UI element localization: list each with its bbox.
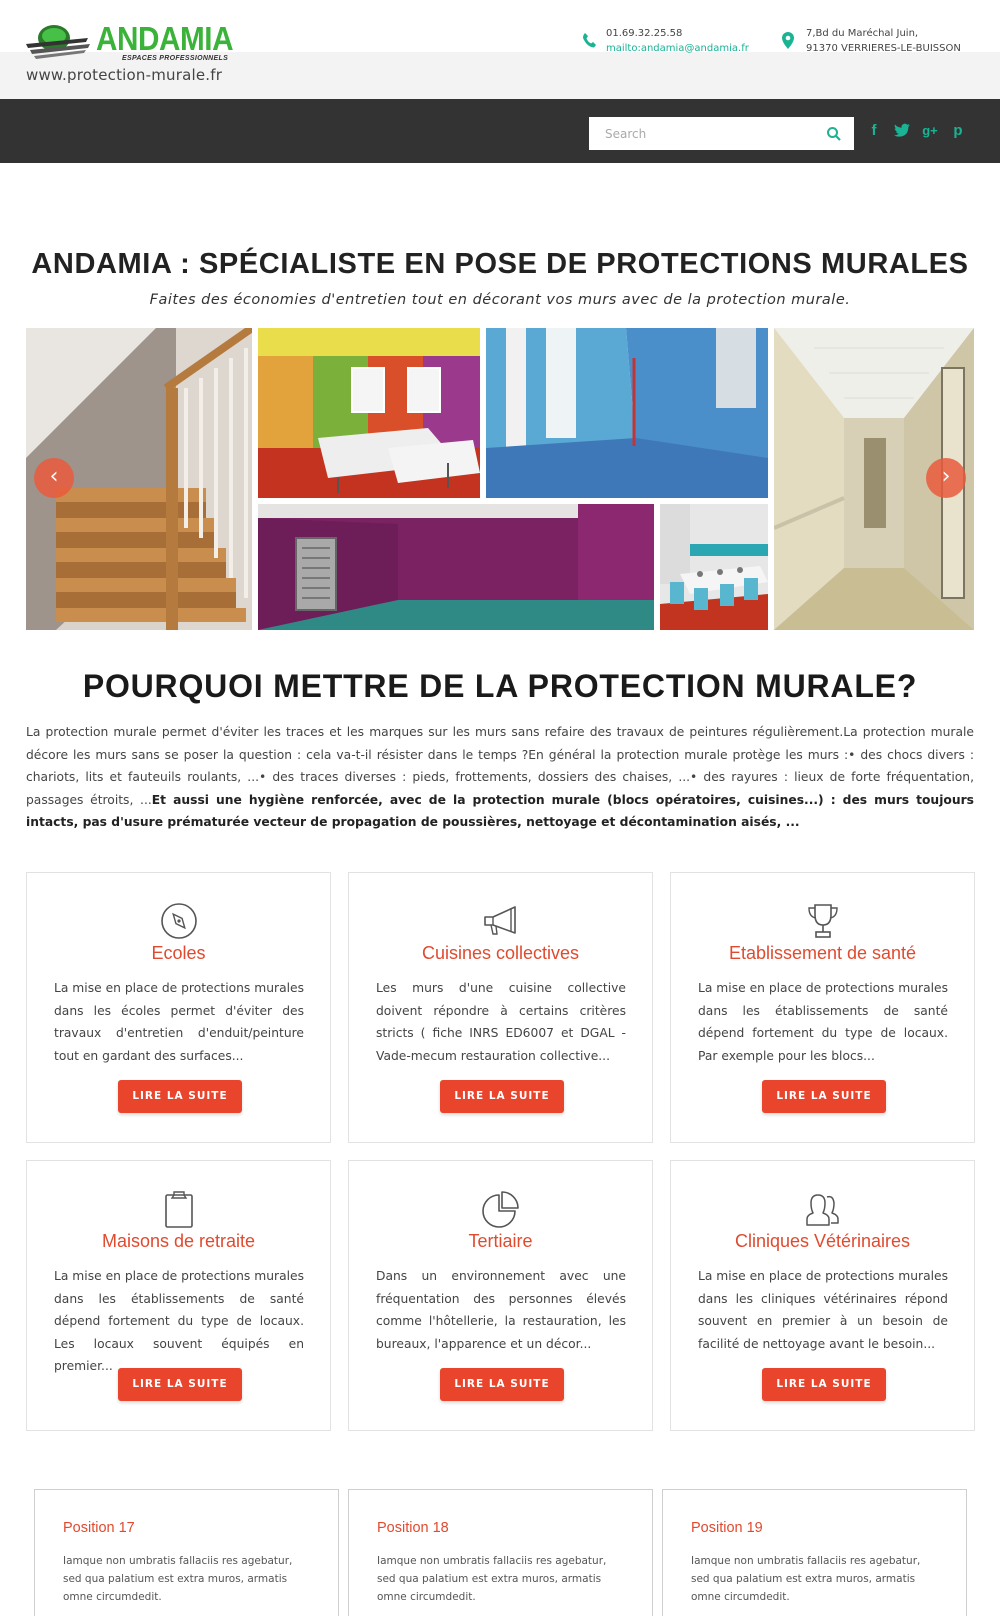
- card-title: Cuisines collectives: [421, 943, 580, 963]
- slide-photo-cafeteria: [660, 504, 768, 630]
- read-more-button[interactable]: LIRE LA SUITE: [440, 1080, 564, 1113]
- image-slider: [26, 328, 974, 630]
- why-text-bold: Et aussi une hygiène renforcée, avec de la protection murale (blocs opératoires, cuisines...) : des murs toujours intacts, pas d'usure prématurée vecteur de propagation de poussières, nettoyage et décontamination aisés, ...: [26, 792, 974, 830]
- google-plus-icon[interactable]: g+: [922, 123, 938, 138]
- pie-chart-icon: [481, 1189, 521, 1229]
- card-title: Maisons de retraite: [101, 1231, 256, 1251]
- why-paragraph: [26, 721, 974, 834]
- slider-next-arrow[interactable]: ›: [926, 458, 966, 498]
- position-module-17: [34, 1489, 339, 1616]
- site-url: www.protection-murale.fr: [26, 66, 223, 84]
- read-more-button[interactable]: LIRE LA SUITE: [118, 1080, 242, 1113]
- address-line-1: 7,Bd du Maréchal Juin,: [806, 28, 919, 39]
- card-text: La mise en place de protections murales dans les cliniques vétérinaires répond souvent en premier à un besoin de facilité de nettoyage avant le besoin...: [698, 1269, 948, 1351]
- card-text: La mise en place de protections murales dans les établissements de santé dépend fortement du type de locaux. Par exemple pour les blocs...: [698, 981, 948, 1063]
- users-icon: [803, 1189, 843, 1229]
- card-tertiaire: [348, 1160, 653, 1431]
- card-etablissement-sante: [670, 872, 975, 1143]
- position-text: Iamque non umbratis fallaciis res agebatur, sed qua palatium est extra muros, armatis omne circumdedit.: [63, 1555, 293, 1603]
- twitter-icon[interactable]: [894, 123, 910, 139]
- card-maisons-retraite: [26, 1160, 331, 1431]
- position-text: Iamque non umbratis fallaciis res agebatur, sed qua palatium est extra muros, armatis omne circumdedit.: [691, 1555, 921, 1603]
- card-ecoles: [26, 872, 331, 1143]
- hero-subtitle: Faites des économies d'entretien tout en décorant vos murs avec de la protection murale.: [149, 292, 851, 308]
- position-title: Position 18: [377, 1520, 449, 1536]
- logo-name: ANDAMIA: [96, 20, 234, 57]
- position-title: Position 19: [691, 1520, 763, 1536]
- search-icon[interactable]: [826, 126, 842, 142]
- card-title: Tertiaire: [468, 1231, 533, 1251]
- slide-photo-blue-corridor: [486, 328, 768, 498]
- email-link[interactable]: mailto:andamia@andamia.fr: [606, 43, 749, 54]
- why-text-normal: La protection murale permet d'éviter les traces et les marques sur les murs sans refaire des travaux de peintures régulièrement.La protection murale décore les murs sans se poser la question : cela va-t-il résister dans le temps ?En général la protection murale protège les murs :• des chocs divers : chariots, lits et fauteuils roulants, ...• des traces diverses : pieds, frottements, dossiers des chaises, ...• des rayures : lieux de forte fréquentation, passages étroits, ...: [26, 725, 974, 807]
- read-more-button[interactable]: LIRE LA SUITE: [118, 1368, 242, 1401]
- card-text: Dans un environnement avec une fréquentation des personnes élevés comme l'hôtellerie, la restauration, les bureaux, l'apparence et un décor...: [376, 1269, 626, 1351]
- why-title: POURQUOI METTRE DE LA PROTECTION MURALE?: [82, 668, 918, 704]
- top-header: [0, 0, 1000, 99]
- pinterest-icon[interactable]: p: [953, 122, 963, 139]
- map-pin-icon: [782, 32, 794, 49]
- phone-number: 01.69.32.25.58: [606, 28, 683, 39]
- address-line-2: 91370 VERRIERES-LE-BUISSON: [806, 43, 961, 54]
- card-title: Etablissement de santé: [728, 943, 917, 963]
- clipboard-icon: [159, 1189, 199, 1229]
- nav-bar: [0, 99, 1000, 163]
- hero-title: ANDAMIA : SPÉCIALISTE EN POSE DE PROTECTIONS MURALES: [31, 248, 969, 280]
- card-cuisines-collectives: [348, 872, 653, 1143]
- read-more-button[interactable]: LIRE LA SUITE: [762, 1368, 886, 1401]
- position-text: Iamque non umbratis fallaciis res agebatur, sed qua palatium est extra muros, armatis omne circumdedit.: [377, 1555, 607, 1603]
- slider-prev-arrow[interactable]: ‹: [34, 458, 74, 498]
- card-text: La mise en place de protections murales dans les écoles permet d'éviter des travaux d'entretien d'enduit/peinture tout en gardant des surfaces...: [54, 981, 304, 1063]
- facebook-icon[interactable]: f: [871, 122, 877, 139]
- position-title: Position 17: [63, 1520, 135, 1536]
- card-cliniques-veterinaires: [670, 1160, 975, 1431]
- phone-icon: [582, 32, 596, 48]
- card-text: La mise en place de protections murales dans les établissements de santé dépend fortement du type de locaux. Les locaux souvent équipés en premier...: [54, 1269, 304, 1373]
- search-box: [589, 117, 854, 150]
- read-more-button[interactable]: LIRE LA SUITE: [762, 1080, 886, 1113]
- logo-icon: [26, 22, 94, 62]
- megaphone-icon: [481, 901, 521, 941]
- search-input[interactable]: [589, 117, 817, 150]
- position-module-19: [662, 1489, 967, 1616]
- trophy-icon: [803, 901, 843, 941]
- position-module-18: [348, 1489, 653, 1616]
- card-title: Ecoles: [151, 943, 206, 963]
- read-more-button[interactable]: LIRE LA SUITE: [440, 1368, 564, 1401]
- logo[interactable]: [26, 22, 256, 66]
- compass-icon: [159, 901, 199, 941]
- logo-tagline: ESPACES PROFESSIONNELS: [122, 55, 229, 62]
- card-text: Les murs d'une cuisine collective doivent répondre à certains critères stricts ( fiche INRS ED6007 et DGAL - Vade-mecum restauration collective...: [376, 981, 626, 1063]
- card-title: Cliniques Vétérinaires: [734, 1231, 911, 1251]
- slide-photo-purple-room: [258, 504, 654, 630]
- slide-photo-meeting-room: [258, 328, 480, 498]
